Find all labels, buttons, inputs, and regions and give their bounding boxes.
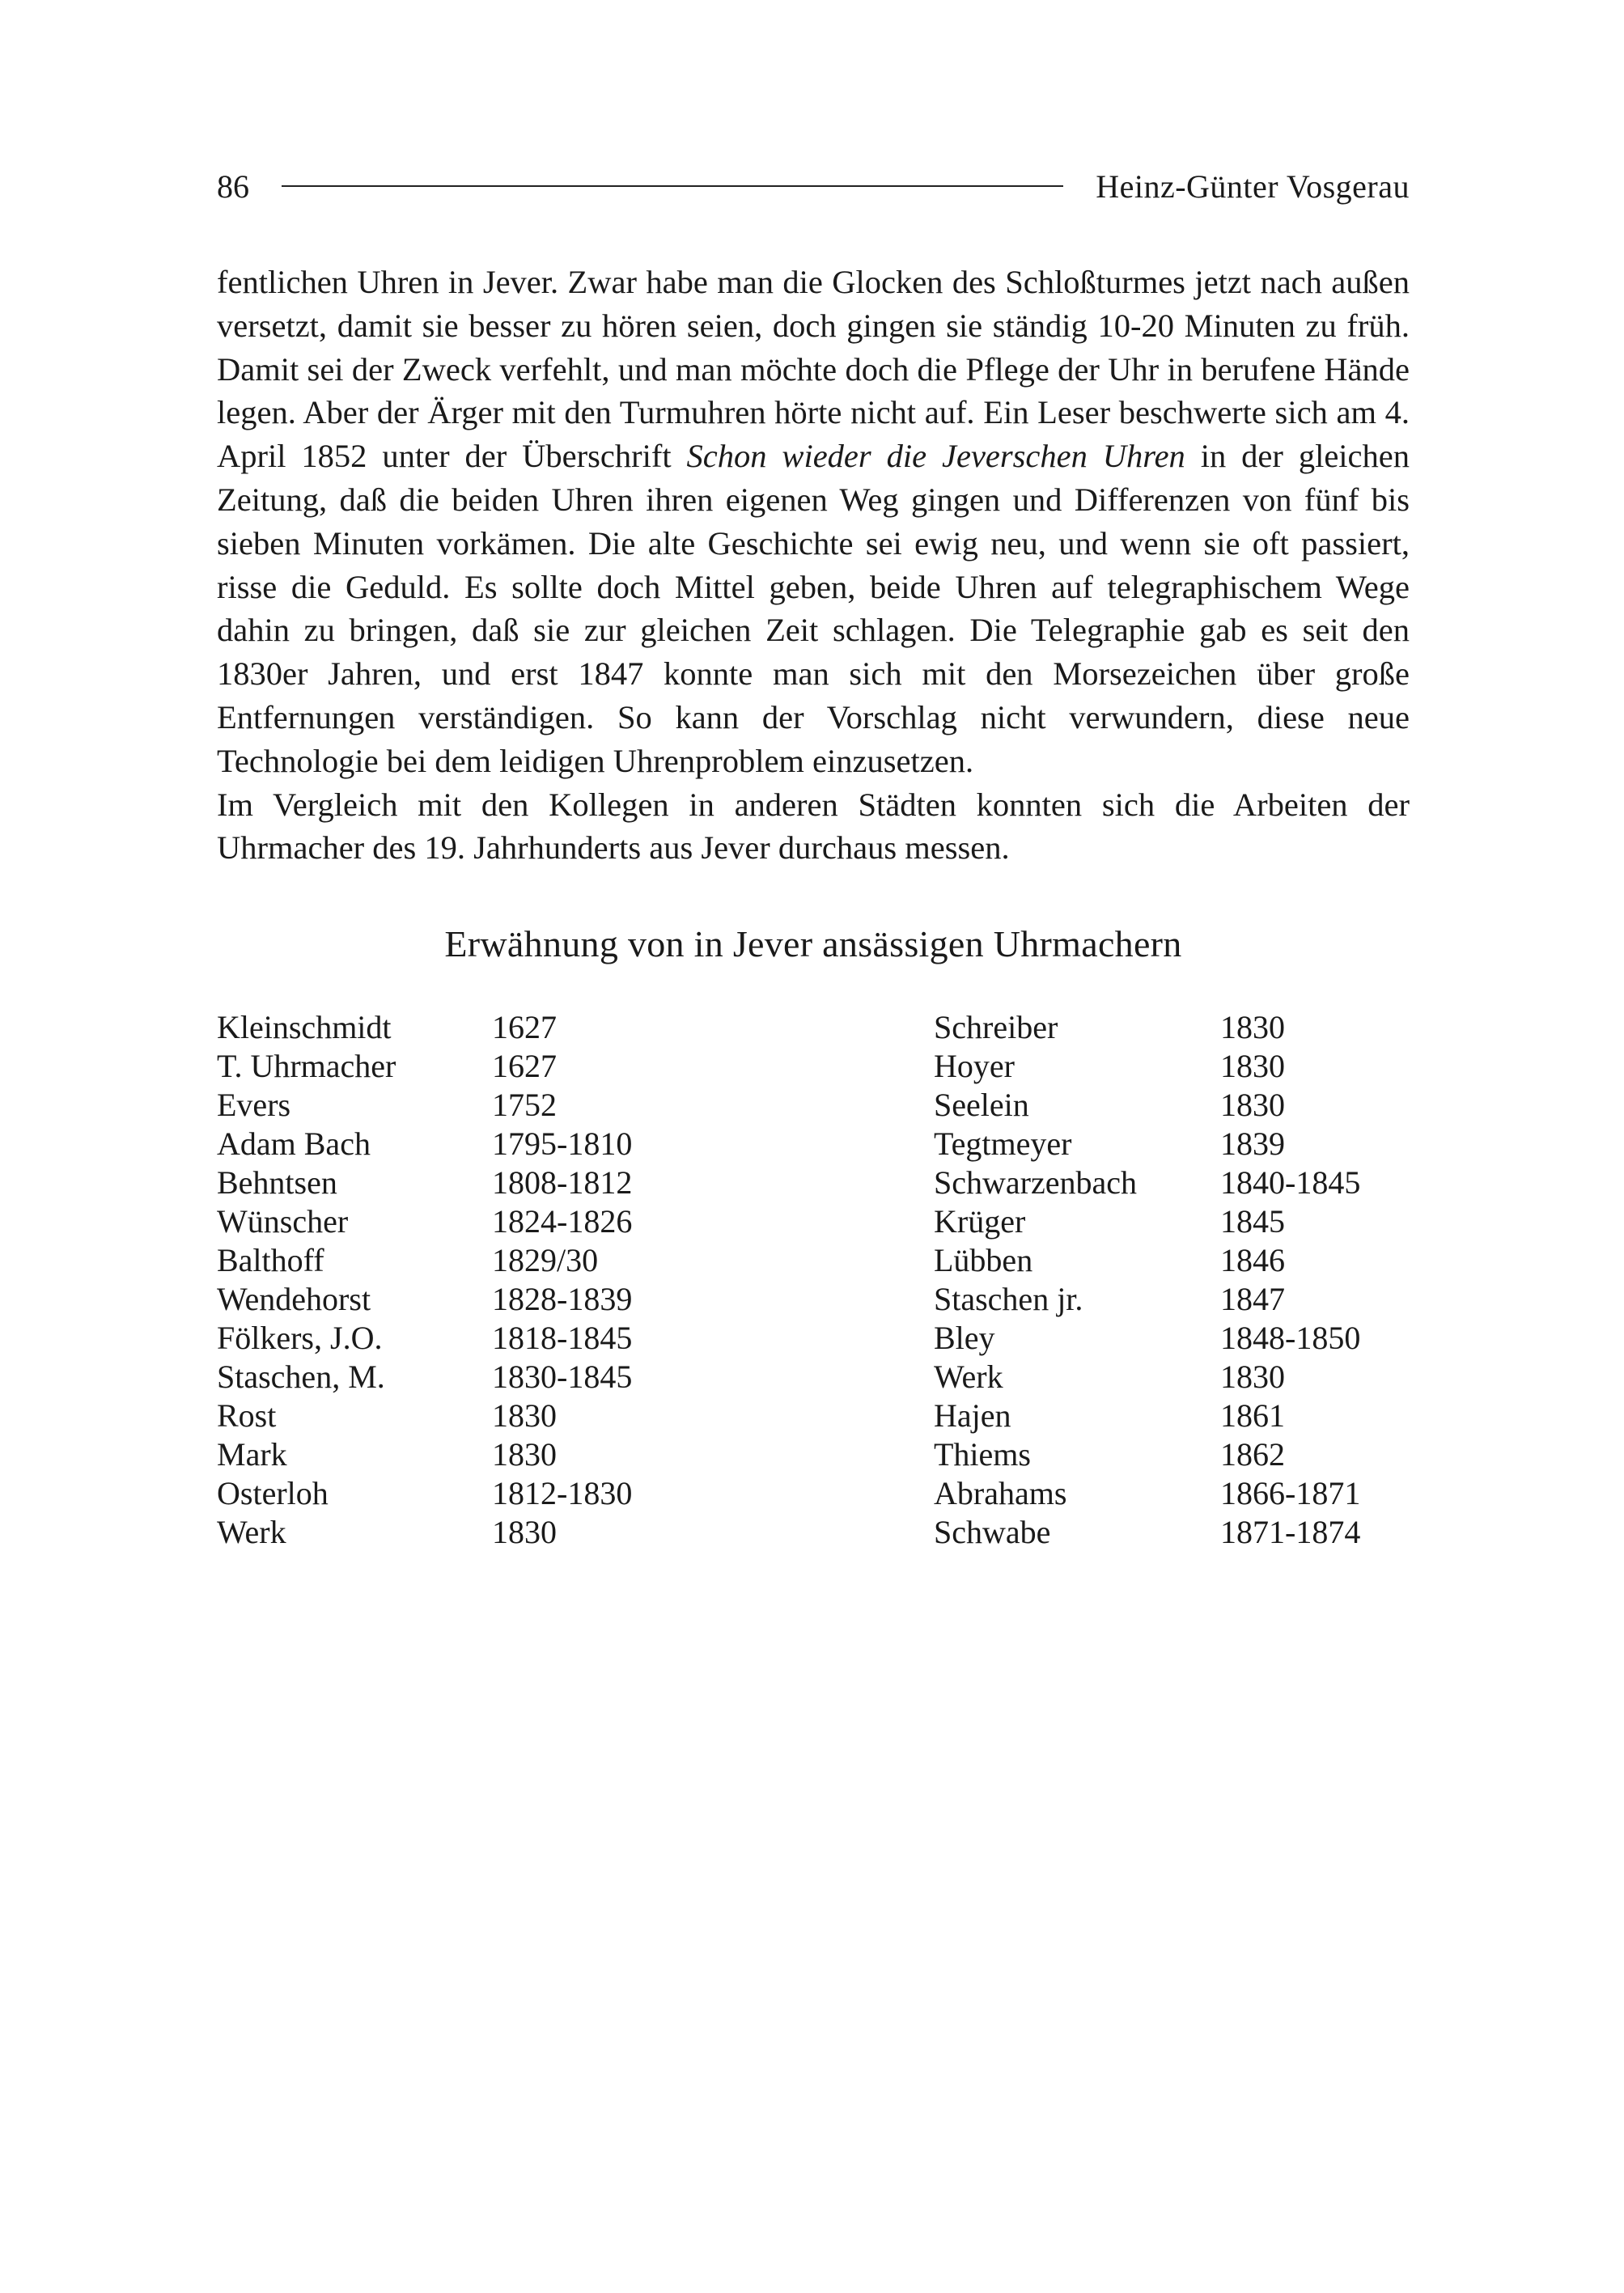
watchmaker-years: 1862 xyxy=(1220,1436,1285,1473)
watchmaker-years: 1830 xyxy=(1220,1048,1285,1084)
watchmaker-row xyxy=(217,1280,702,1319)
watchmaker-name: Staschen, M. xyxy=(217,1358,385,1395)
watchmaker-row xyxy=(934,1086,1431,1125)
watchmaker-list-right xyxy=(934,1008,1431,1552)
watchmaker-years: 1828-1839 xyxy=(492,1281,633,1317)
watchmaker-name: Rost xyxy=(217,1397,277,1434)
body-text xyxy=(217,261,1410,870)
watchmaker-row xyxy=(217,1008,702,1047)
watchmaker-name: Werk xyxy=(934,1358,1003,1395)
watchmaker-years: 1830 xyxy=(492,1436,557,1473)
running-head xyxy=(217,162,1410,210)
watchmaker-years: 1839 xyxy=(1220,1125,1285,1162)
paragraph-1-text-a: fentlichen Uhren in Jever. Zwar habe man die Glocken des Schloßturmes jetzt nach außen versetzt, damit sie besser zu hören seien, doch gingen sie ständig 10-20 Minuten zu früh. Damit sei der Zweck verfehlt, und man möchte doch die Pflege der Uhr in berufene Hände legen. Aber der Ärger mit den Turmuhren hörte nicht auf. Ein Leser beschwerte sich am 4. April 1852 unter der Überschrift xyxy=(217,264,1410,475)
watchmaker-name: Staschen jr. xyxy=(934,1281,1083,1317)
watchmaker-years: 1845 xyxy=(1220,1203,1285,1240)
watchmaker-years: 1808-1812 xyxy=(492,1164,633,1201)
watchmaker-name: Krüger xyxy=(934,1203,1026,1240)
watchmaker-years: 1627 xyxy=(492,1048,557,1084)
watchmaker-name: Abrahams xyxy=(934,1475,1067,1511)
watchmaker-name: Seelein xyxy=(934,1087,1029,1123)
watchmaker-name: Lübben xyxy=(934,1242,1033,1278)
watchmaker-name: Thiems xyxy=(934,1436,1031,1473)
watchmaker-row xyxy=(934,1241,1431,1280)
watchmaker-name: Fölkers, J.O. xyxy=(217,1320,383,1356)
watchmaker-row xyxy=(217,1513,702,1552)
watchmaker-name: Tegtmeyer xyxy=(934,1125,1072,1162)
watchmaker-name: T. Uhrmacher xyxy=(217,1048,396,1084)
watchmaker-years: 1830 xyxy=(1220,1009,1285,1045)
watchmaker-row xyxy=(217,1202,702,1241)
watchmaker-years: 1818-1845 xyxy=(492,1320,633,1356)
watchmaker-row xyxy=(934,1163,1431,1202)
watchmaker-row xyxy=(934,1008,1431,1047)
watchmaker-years: 1824-1826 xyxy=(492,1203,633,1240)
watchmaker-row xyxy=(934,1435,1431,1474)
watchmaker-row xyxy=(934,1280,1431,1319)
watchmaker-row xyxy=(934,1319,1431,1358)
watchmaker-row xyxy=(934,1047,1431,1086)
watchmaker-years: 1795-1810 xyxy=(492,1125,633,1162)
watchmaker-row xyxy=(934,1513,1431,1552)
watchmaker-row xyxy=(217,1125,702,1163)
watchmaker-row xyxy=(217,1241,702,1280)
watchmaker-name: Kleinschmidt xyxy=(217,1009,392,1045)
watchmaker-name: Evers xyxy=(217,1087,291,1123)
watchmaker-name: Hajen xyxy=(934,1397,1011,1434)
watchmaker-row xyxy=(217,1047,702,1086)
watchmaker-name: Behntsen xyxy=(217,1164,337,1201)
watchmaker-years: 1830 xyxy=(1220,1358,1285,1395)
watchmaker-years: 1848-1850 xyxy=(1220,1320,1361,1356)
watchmaker-name: Schwabe xyxy=(934,1514,1051,1550)
watchmaker-name: Mark xyxy=(217,1436,287,1473)
watchmaker-name: Schreiber xyxy=(934,1009,1058,1045)
watchmaker-years: 1840-1845 xyxy=(1220,1164,1361,1201)
section-title: Erwähnung von in Jever ansässigen Uhrmachern xyxy=(444,923,1182,964)
watchmaker-name: Hoyer xyxy=(934,1048,1015,1084)
paragraph-1 xyxy=(217,261,1410,783)
watchmaker-years: 1830 xyxy=(492,1514,557,1550)
watchmaker-row xyxy=(934,1358,1431,1397)
watchmaker-years: 1866-1871 xyxy=(1220,1475,1361,1511)
paragraph-2: Im Vergleich mit den Kollegen in anderen Städten konnten sich die Arbeiten der Uhrmacher des 19. Jahrhunderts aus Jever durchaus messen. xyxy=(217,786,1410,867)
watchmaker-name: Schwarzenbach xyxy=(934,1164,1137,1201)
watchmaker-years: 1812-1830 xyxy=(492,1475,633,1511)
watchmaker-list-left xyxy=(217,1008,702,1552)
watchmaker-name: Adam Bach xyxy=(217,1125,371,1162)
watchmaker-years: 1752 xyxy=(492,1087,557,1123)
watchmaker-name: Wendehorst xyxy=(217,1281,371,1317)
watchmaker-years: 1829/30 xyxy=(492,1242,599,1278)
watchmaker-name: Osterloh xyxy=(217,1475,329,1511)
watchmaker-years: 1847 xyxy=(1220,1281,1285,1317)
header-rule xyxy=(282,185,1063,187)
watchmaker-row xyxy=(217,1435,702,1474)
page-number: 86 xyxy=(217,167,249,205)
newspaper-headline: Schon wieder die Jeverschen Uhren xyxy=(686,438,1185,475)
watchmaker-row xyxy=(934,1397,1431,1435)
watchmaker-name: Werk xyxy=(217,1514,286,1550)
watchmaker-name: Bley xyxy=(934,1320,995,1356)
watchmaker-years: 1846 xyxy=(1220,1242,1285,1278)
running-head-author: Heinz-Günter Vosgerau xyxy=(1096,167,1410,205)
watchmaker-years: 1871-1874 xyxy=(1220,1514,1361,1550)
watchmaker-name: Balthoff xyxy=(217,1242,324,1278)
watchmaker-row xyxy=(217,1319,702,1358)
watchmaker-row xyxy=(217,1358,702,1397)
watchmaker-row xyxy=(217,1086,702,1125)
watchmaker-years: 1830-1845 xyxy=(492,1358,633,1395)
watchmaker-years: 1627 xyxy=(492,1009,557,1045)
watchmaker-row xyxy=(217,1397,702,1435)
watchmaker-years: 1830 xyxy=(492,1397,557,1434)
watchmaker-row xyxy=(934,1202,1431,1241)
watchmaker-name: Wünscher xyxy=(217,1203,349,1240)
watchmaker-row xyxy=(934,1125,1431,1163)
watchmaker-years: 1861 xyxy=(1220,1397,1285,1434)
watchmaker-row xyxy=(217,1474,702,1513)
paragraph-1-text-b: in der gleichen Zeitung, daß die beiden Uhren ihren eigenen Weg gingen und Differenzen von fünf bis sieben Minuten vorkämen. Die alte Geschichte sei ewig neu, und wenn sie oft passiert, risse die Geduld. Es sollte doch Mittel geben, beide Uhren auf telegraphischem Wege dahin zu bringen, daß sie zur gleichen Zeit schlagen. Die Telegraphie gab es seit den 1830er Jahren, und erst 1847 konnte man sich mit den Morsezeichen über große Entfernungen verständigen. So kann der Vorschlag nicht verwundern, diese neue Technologie bei dem leidigen Uhrenproblem einzusetzen. xyxy=(217,438,1410,779)
watchmaker-row xyxy=(217,1163,702,1202)
watchmaker-years: 1830 xyxy=(1220,1087,1285,1123)
watchmaker-row xyxy=(934,1474,1431,1513)
